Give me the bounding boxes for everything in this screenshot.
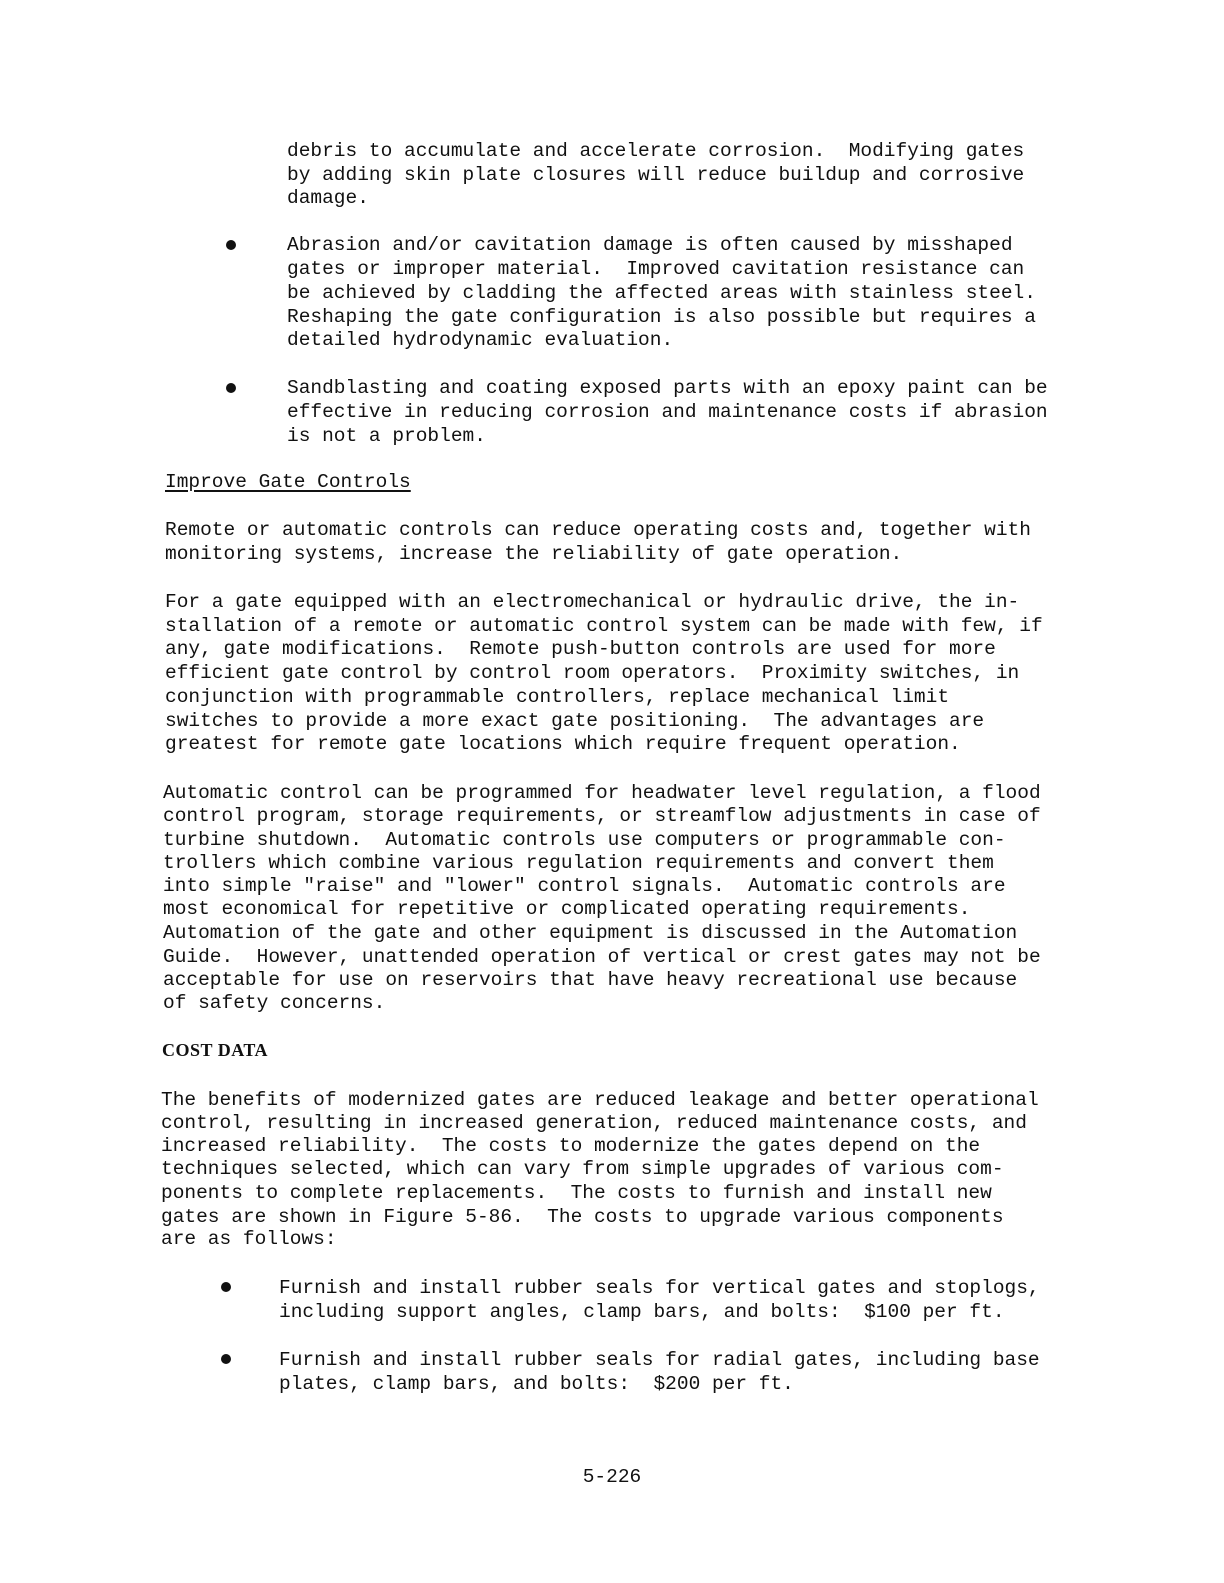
text-line: including support angles, clamp bars, and bolts: $100 per ft.	[279, 1301, 1005, 1323]
text-line: are as follows:	[161, 1228, 337, 1250]
text-line: Furnish and install rubber seals for radial gates, including base	[279, 1349, 1040, 1371]
text-line: efficient gate control by control room operators. Proximity switches, in	[165, 662, 1020, 684]
text-line: For a gate equipped with an electromechanical or hydraulic drive, the in-	[165, 591, 1020, 613]
text-line: most economical for repetitive or complicated operating requirements.	[163, 898, 971, 920]
text-line: techniques selected, which can vary from simple upgrades of various com-	[161, 1158, 1004, 1180]
text-line: ponents to complete replacements. The costs to furnish and install new	[161, 1182, 992, 1204]
text-line: plates, clamp bars, and bolts: $200 per ft.	[279, 1373, 794, 1395]
page-number: 5-226	[582, 1466, 642, 1488]
text-line: effective in reducing corrosion and maintenance costs if abrasion	[287, 401, 1048, 423]
text-line: debris to accumulate and accelerate corrosion. Modifying gates	[287, 140, 1025, 162]
text-line: acceptable for use on reservoirs that have heavy recreational use because	[163, 969, 1018, 991]
section-heading: COST DATA	[162, 1040, 269, 1060]
text-line: switches to provide a more exact gate positioning. The advantages are	[165, 710, 985, 732]
text-line: control program, storage requirements, or streamflow adjustments in case of	[163, 805, 1041, 827]
text-line: Sandblasting and coating exposed parts with an epoxy paint can be	[287, 377, 1048, 399]
text-line: is not a problem.	[287, 425, 486, 447]
text-line: The benefits of modernized gates are reduced leakage and better operational	[161, 1089, 1039, 1111]
text-line: turbine shutdown. Automatic controls use computers or programmable con-	[163, 829, 1006, 851]
text-line: damage.	[287, 187, 369, 209]
text-line: into simple "raise" and "lower" control signals. Automatic controls are	[163, 875, 1006, 897]
text-line: Automation of the gate and other equipment is discussed in the Automation	[163, 922, 1018, 944]
bullet-icon	[221, 1282, 231, 1292]
text-line: monitoring systems, increase the reliability of gate operation.	[165, 543, 903, 565]
section-heading: Improve Gate Controls	[165, 471, 411, 493]
bullet-icon	[221, 1354, 231, 1364]
text-line: trollers which combine various regulation requirements and convert them	[163, 852, 994, 874]
bullet-icon	[226, 240, 236, 250]
text-line: detailed hydrodynamic evaluation.	[287, 329, 674, 351]
text-line: by adding skin plate closures will reduce buildup and corrosive	[287, 164, 1025, 186]
text-line: gates or improper material. Improved cavitation resistance can	[287, 258, 1025, 280]
text-line: Automatic control can be programmed for headwater level regulation, a flood	[163, 782, 1041, 804]
text-line: any, gate modifications. Remote push-button controls are used for more	[165, 638, 996, 660]
bullet-icon	[226, 383, 236, 393]
text-line: Guide. However, unattended operation of vertical or crest gates may not be	[163, 946, 1041, 968]
text-line: stallation of a remote or automatic control system can be made with few, if	[165, 615, 1043, 637]
text-line: of safety concerns.	[163, 992, 386, 1014]
text-line: control, resulting in increased generation, reduced maintenance costs, and	[161, 1112, 1027, 1134]
text-line: Furnish and install rubber seals for vertical gates and stoplogs,	[279, 1277, 1040, 1299]
text-line: Reshaping the gate configuration is also possible but requires a	[287, 306, 1036, 328]
text-line: be achieved by cladding the affected areas with stainless steel.	[287, 282, 1036, 304]
text-line: greatest for remote gate locations which require frequent operation.	[165, 733, 961, 755]
text-line: gates are shown in Figure 5-86. The costs to upgrade various components	[161, 1206, 1004, 1228]
text-line: increased reliability. The costs to modernize the gates depend on the	[161, 1135, 981, 1157]
text-line: Remote or automatic controls can reduce operating costs and, together with	[165, 519, 1031, 541]
text-line: Abrasion and/or cavitation damage is often caused by misshaped	[287, 234, 1013, 256]
text-line: conjunction with programmable controllers, replace mechanical limit	[165, 686, 950, 708]
